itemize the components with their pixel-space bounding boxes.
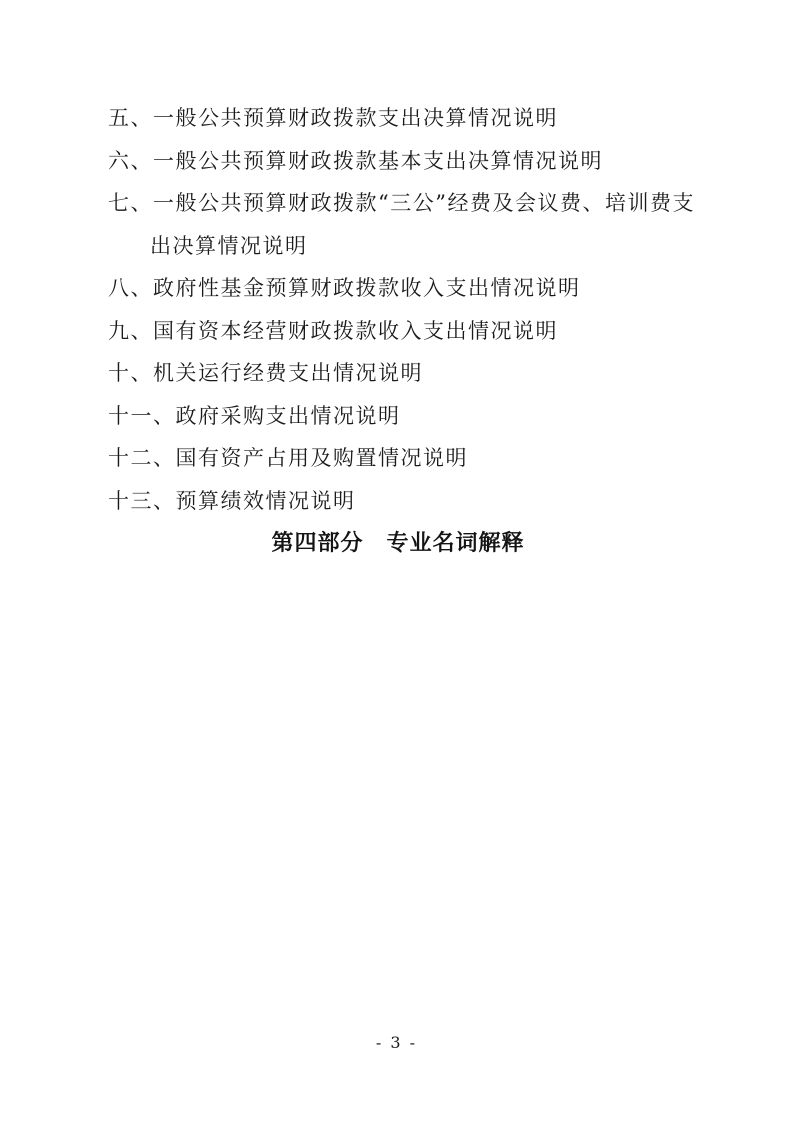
toc-item-11: 十一、政府采购支出情况说明 xyxy=(108,403,401,428)
toc-item-5: 五、一般公共预算财政拨款支出决算情况说明 xyxy=(108,106,558,130)
toc-item-8: 八、政府性基金预算财政拨款收入支出情况说明 xyxy=(108,276,581,300)
section-heading: 第四部分 专业名词解释 xyxy=(271,531,525,556)
toc-item-9: 九、国有资本经营财政拨款收入支出情况说明 xyxy=(108,318,558,343)
toc-item-10: 十、机关运行经费支出情况说明 xyxy=(108,361,423,385)
page-number: - 3 - xyxy=(375,1033,418,1052)
toc-item-12: 十二、国有资产占用及购置情况说明 xyxy=(108,446,468,470)
page-footer xyxy=(0,1033,793,1052)
toc-item-7-line-2: 出决算情况说明 xyxy=(150,233,308,258)
toc-item-6: 六、一般公共预算财政拨款基本支出决算情况说明 xyxy=(108,148,603,173)
toc-item-13: 十三、预算绩效情况说明 xyxy=(108,488,356,513)
table-of-contents xyxy=(108,97,708,565)
toc-item-7-line-1: 七、一般公共预算财政拨款“三公”经费及会议费、培训费支 xyxy=(108,191,695,215)
